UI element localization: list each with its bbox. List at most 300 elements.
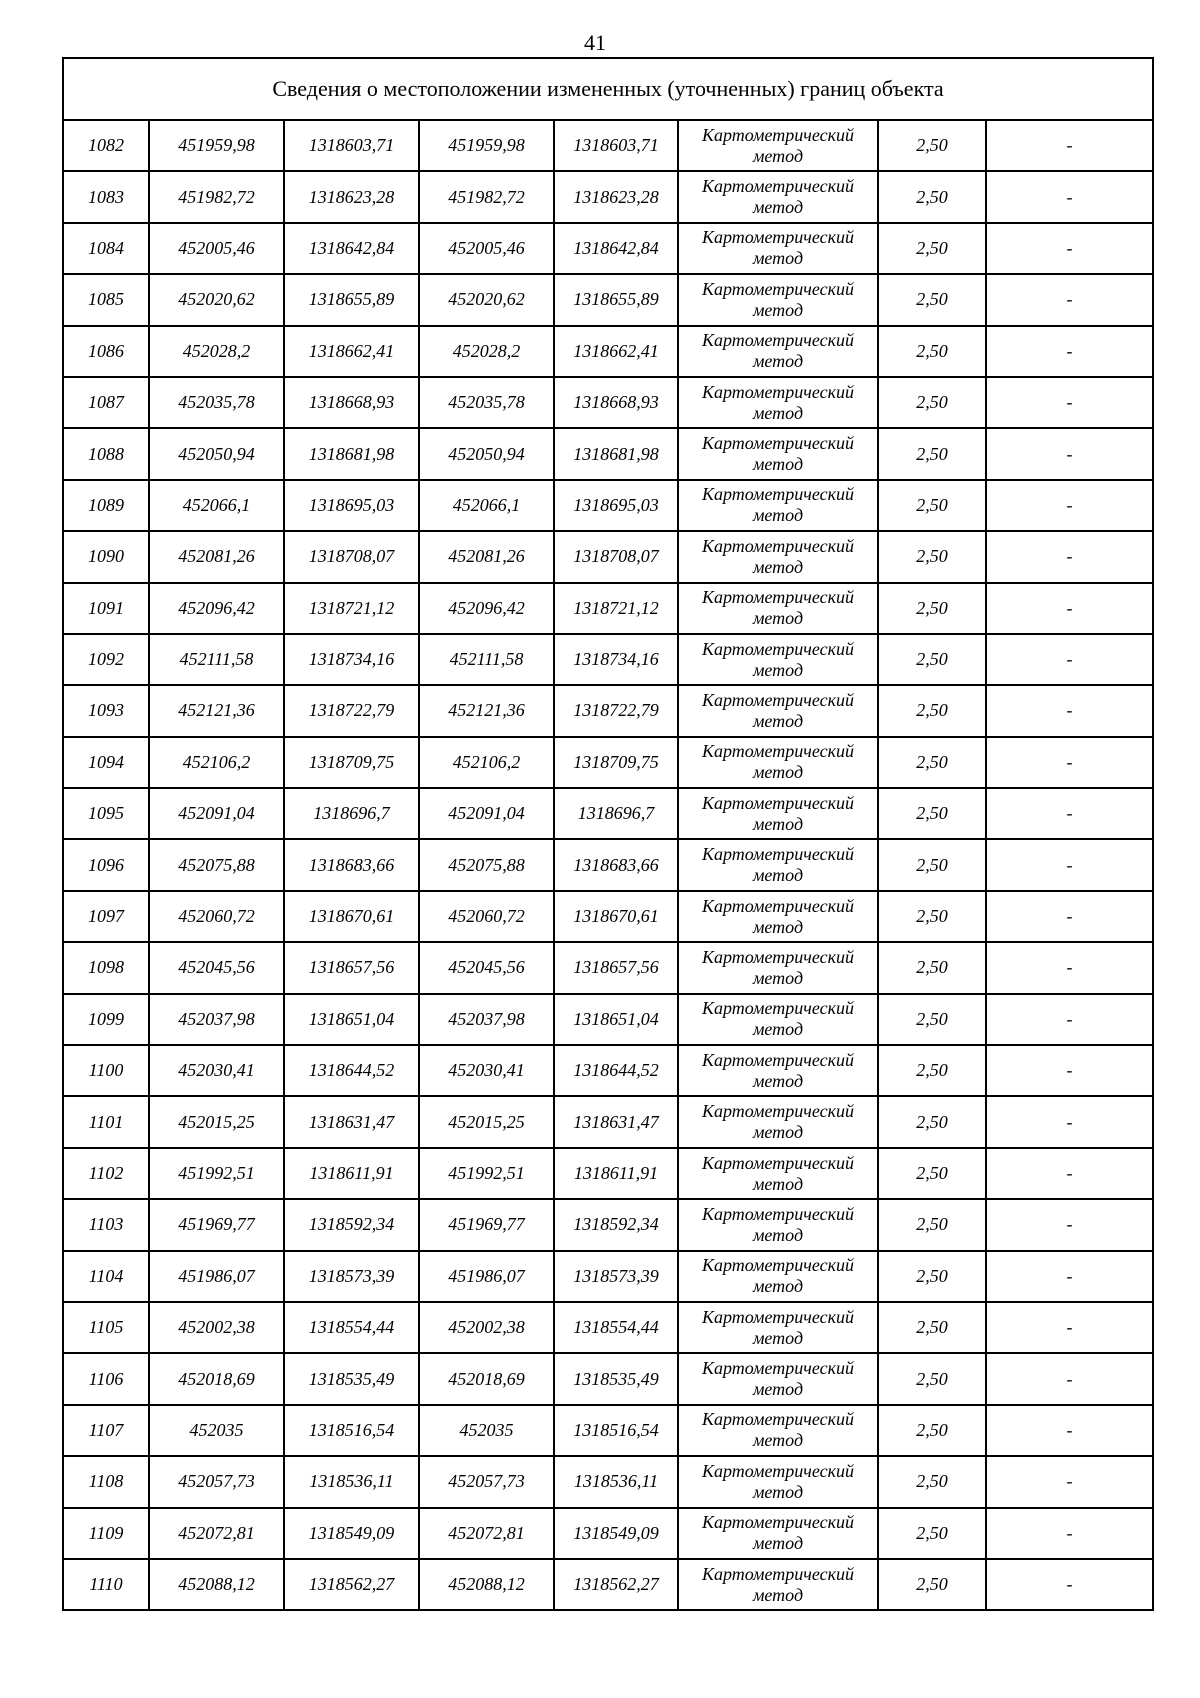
accuracy-cell: 2,50: [878, 171, 986, 222]
method-line-1: Картометрический: [701, 998, 854, 1019]
existing-y-cell: 1318623,28: [284, 171, 419, 222]
refined-y-cell: 1318623,28: [554, 171, 678, 222]
method-cell: [678, 634, 878, 685]
method-line-2: метод: [752, 762, 804, 783]
method-line-2: метод: [752, 1481, 804, 1502]
existing-x-cell: 452075,88: [149, 839, 284, 890]
existing-x-cell: 452035: [149, 1405, 284, 1456]
existing-x-cell: 452060,72: [149, 891, 284, 942]
refined-x-cell: 452018,69: [419, 1353, 554, 1404]
existing-y-cell: 1318709,75: [284, 737, 419, 788]
refined-x-cell: 452111,58: [419, 634, 554, 685]
existing-x-cell: 452121,36: [149, 685, 284, 736]
method-cell: [678, 531, 878, 582]
accuracy-cell: 2,50: [878, 839, 986, 890]
table-row: [63, 685, 1153, 736]
note-cell: -: [986, 120, 1153, 171]
method-cell: [678, 1456, 878, 1507]
table-row: [63, 737, 1153, 788]
method-cell: [678, 942, 878, 993]
table-row: [63, 326, 1153, 377]
method-line-2: метод: [752, 659, 804, 680]
refined-x-cell: 452121,36: [419, 685, 554, 736]
method-line-2: метод: [752, 608, 804, 629]
existing-y-cell: 1318644,52: [284, 1045, 419, 1096]
method-line-2: метод: [752, 1070, 804, 1091]
method-line-1: Картометрический: [701, 124, 854, 145]
point-number-cell: 1094: [63, 737, 149, 788]
method-line-2: метод: [752, 1224, 804, 1245]
point-number-cell: 1101: [63, 1096, 149, 1147]
refined-x-cell: 452002,38: [419, 1302, 554, 1353]
method-cell: [678, 737, 878, 788]
refined-y-cell: 1318516,54: [554, 1405, 678, 1456]
refined-x-cell: 452072,81: [419, 1508, 554, 1559]
point-number-cell: 1102: [63, 1148, 149, 1199]
existing-x-cell: 452037,98: [149, 994, 284, 1045]
point-number-cell: 1090: [63, 531, 149, 582]
note-cell: -: [986, 171, 1153, 222]
note-cell: -: [986, 1405, 1153, 1456]
refined-x-cell: 452060,72: [419, 891, 554, 942]
point-number-cell: 1107: [63, 1405, 149, 1456]
refined-y-cell: 1318683,66: [554, 839, 678, 890]
table-row: [63, 274, 1153, 325]
note-cell: -: [986, 326, 1153, 377]
refined-y-cell: 1318670,61: [554, 891, 678, 942]
note-cell: -: [986, 634, 1153, 685]
accuracy-cell: 2,50: [878, 1302, 986, 1353]
note-cell: -: [986, 1508, 1153, 1559]
method-cell: [678, 1148, 878, 1199]
refined-y-cell: 1318592,34: [554, 1199, 678, 1250]
refined-y-cell: 1318535,49: [554, 1353, 678, 1404]
table-row: [63, 1353, 1153, 1404]
existing-x-cell: 452035,78: [149, 377, 284, 428]
point-number-cell: 1098: [63, 942, 149, 993]
note-cell: -: [986, 1251, 1153, 1302]
method-line-1: Картометрический: [701, 587, 854, 608]
refined-y-cell: 1318696,7: [554, 788, 678, 839]
refined-x-cell: 452028,2: [419, 326, 554, 377]
note-cell: -: [986, 1302, 1153, 1353]
point-number-cell: 1104: [63, 1251, 149, 1302]
point-number-cell: 1087: [63, 377, 149, 428]
table-body: [63, 120, 1153, 1610]
accuracy-cell: 2,50: [878, 1148, 986, 1199]
method-cell: [678, 171, 878, 222]
method-cell: [678, 1353, 878, 1404]
refined-x-cell: 452030,41: [419, 1045, 554, 1096]
method-cell: [678, 1199, 878, 1250]
method-line-1: Картометрический: [701, 895, 854, 916]
point-number-cell: 1106: [63, 1353, 149, 1404]
existing-x-cell: 452057,73: [149, 1456, 284, 1507]
method-line-2: метод: [752, 1122, 804, 1143]
method-line-2: метод: [752, 967, 804, 988]
method-line-2: метод: [752, 1584, 804, 1605]
existing-x-cell: 452005,46: [149, 223, 284, 274]
refined-y-cell: 1318573,39: [554, 1251, 678, 1302]
method-line-2: метод: [752, 248, 804, 269]
method-line-1: Картометрический: [701, 638, 854, 659]
refined-x-cell: 451992,51: [419, 1148, 554, 1199]
table-row: [63, 1251, 1153, 1302]
point-number-cell: 1097: [63, 891, 149, 942]
method-line-1: Картометрический: [701, 1049, 854, 1070]
existing-y-cell: 1318631,47: [284, 1096, 419, 1147]
existing-y-cell: 1318611,91: [284, 1148, 419, 1199]
refined-x-cell: 452037,98: [419, 994, 554, 1045]
method-line-2: метод: [752, 197, 804, 218]
refined-y-cell: 1318549,09: [554, 1508, 678, 1559]
boundary-coordinates-table: [62, 57, 1154, 1611]
method-line-2: метод: [752, 402, 804, 423]
note-cell: -: [986, 377, 1153, 428]
existing-x-cell: 452096,42: [149, 583, 284, 634]
method-cell: [678, 788, 878, 839]
method-cell: [678, 1559, 878, 1610]
accuracy-cell: 2,50: [878, 120, 986, 171]
method-cell: [678, 480, 878, 531]
refined-x-cell: 452015,25: [419, 1096, 554, 1147]
refined-x-cell: 452057,73: [419, 1456, 554, 1507]
method-line-2: метод: [752, 556, 804, 577]
existing-x-cell: 452072,81: [149, 1508, 284, 1559]
refined-x-cell: 452035: [419, 1405, 554, 1456]
existing-x-cell: 452015,25: [149, 1096, 284, 1147]
existing-x-cell: 452106,2: [149, 737, 284, 788]
note-cell: -: [986, 891, 1153, 942]
existing-x-cell: 452030,41: [149, 1045, 284, 1096]
method-line-2: метод: [752, 1276, 804, 1297]
method-cell: [678, 891, 878, 942]
refined-y-cell: 1318562,27: [554, 1559, 678, 1610]
table-row: [63, 1148, 1153, 1199]
note-cell: -: [986, 1096, 1153, 1147]
existing-x-cell: 452045,56: [149, 942, 284, 993]
table-row: [63, 428, 1153, 479]
table-row: [63, 223, 1153, 274]
method-line-1: Картометрический: [701, 484, 854, 505]
table-caption: Сведения о местоположении измененных (уточненных) границ объекта: [63, 58, 1153, 120]
note-cell: -: [986, 583, 1153, 634]
refined-x-cell: 452075,88: [419, 839, 554, 890]
point-number-cell: 1105: [63, 1302, 149, 1353]
method-line-1: Картометрический: [701, 330, 854, 351]
refined-x-cell: 451982,72: [419, 171, 554, 222]
method-line-1: Картометрический: [701, 1152, 854, 1173]
refined-y-cell: 1318554,44: [554, 1302, 678, 1353]
note-cell: -: [986, 685, 1153, 736]
accuracy-cell: 2,50: [878, 1559, 986, 1610]
point-number-cell: 1103: [63, 1199, 149, 1250]
refined-y-cell: 1318631,47: [554, 1096, 678, 1147]
existing-y-cell: 1318655,89: [284, 274, 419, 325]
note-cell: -: [986, 1199, 1153, 1250]
accuracy-cell: 2,50: [878, 994, 986, 1045]
refined-y-cell: 1318721,12: [554, 583, 678, 634]
method-line-1: Картометрический: [701, 1101, 854, 1122]
refined-x-cell: 451969,77: [419, 1199, 554, 1250]
point-number-cell: 1110: [63, 1559, 149, 1610]
refined-y-cell: 1318662,41: [554, 326, 678, 377]
existing-x-cell: 451982,72: [149, 171, 284, 222]
table-row: [63, 377, 1153, 428]
note-cell: -: [986, 531, 1153, 582]
existing-y-cell: 1318696,7: [284, 788, 419, 839]
method-line-2: метод: [752, 1327, 804, 1348]
page-number: 41: [584, 30, 606, 55]
existing-x-cell: 451959,98: [149, 120, 284, 171]
accuracy-cell: 2,50: [878, 1251, 986, 1302]
point-number-cell: 1100: [63, 1045, 149, 1096]
table-row: [63, 171, 1153, 222]
note-cell: -: [986, 1148, 1153, 1199]
note-cell: -: [986, 1353, 1153, 1404]
point-number-cell: 1108: [63, 1456, 149, 1507]
existing-y-cell: 1318549,09: [284, 1508, 419, 1559]
refined-x-cell: 452035,78: [419, 377, 554, 428]
refined-y-cell: 1318611,91: [554, 1148, 678, 1199]
accuracy-cell: 2,50: [878, 377, 986, 428]
existing-x-cell: 451992,51: [149, 1148, 284, 1199]
refined-x-cell: 452045,56: [419, 942, 554, 993]
existing-x-cell: 452050,94: [149, 428, 284, 479]
table-row: [63, 634, 1153, 685]
note-cell: -: [986, 839, 1153, 890]
method-line-1: Картометрический: [701, 1255, 854, 1276]
table-row: [63, 1456, 1153, 1507]
table-row: [63, 120, 1153, 171]
method-line-2: метод: [752, 299, 804, 320]
existing-y-cell: 1318603,71: [284, 120, 419, 171]
method-line-1: Картометрический: [701, 689, 854, 710]
method-line-1: Картометрический: [701, 227, 854, 248]
accuracy-cell: 2,50: [878, 531, 986, 582]
note-cell: -: [986, 994, 1153, 1045]
method-line-2: метод: [752, 505, 804, 526]
accuracy-cell: 2,50: [878, 1405, 986, 1456]
method-cell: [678, 1096, 878, 1147]
refined-y-cell: 1318655,89: [554, 274, 678, 325]
point-number-cell: 1096: [63, 839, 149, 890]
table-row: [63, 531, 1153, 582]
method-cell: [678, 1508, 878, 1559]
accuracy-cell: 2,50: [878, 1045, 986, 1096]
method-line-2: метод: [752, 145, 804, 166]
existing-y-cell: 1318592,34: [284, 1199, 419, 1250]
note-cell: -: [986, 1456, 1153, 1507]
table-row: [63, 1096, 1153, 1147]
method-cell: [678, 994, 878, 1045]
method-line-1: Картометрический: [701, 176, 854, 197]
note-cell: -: [986, 1559, 1153, 1610]
method-line-2: метод: [752, 351, 804, 372]
point-number-cell: 1093: [63, 685, 149, 736]
refined-x-cell: 452005,46: [419, 223, 554, 274]
method-line-2: метод: [752, 454, 804, 475]
accuracy-cell: 2,50: [878, 788, 986, 839]
refined-y-cell: 1318734,16: [554, 634, 678, 685]
note-cell: -: [986, 942, 1153, 993]
method-line-1: Картометрический: [701, 535, 854, 556]
existing-y-cell: 1318670,61: [284, 891, 419, 942]
accuracy-cell: 2,50: [878, 326, 986, 377]
method-line-1: Картометрический: [701, 381, 854, 402]
accuracy-cell: 2,50: [878, 685, 986, 736]
existing-y-cell: 1318554,44: [284, 1302, 419, 1353]
accuracy-cell: 2,50: [878, 1096, 986, 1147]
refined-y-cell: 1318708,07: [554, 531, 678, 582]
method-cell: [678, 1251, 878, 1302]
refined-y-cell: 1318668,93: [554, 377, 678, 428]
refined-x-cell: 452096,42: [419, 583, 554, 634]
table-row: [63, 994, 1153, 1045]
existing-x-cell: 452066,1: [149, 480, 284, 531]
refined-y-cell: 1318695,03: [554, 480, 678, 531]
table-row: [63, 1559, 1153, 1610]
existing-y-cell: 1318651,04: [284, 994, 419, 1045]
method-line-2: метод: [752, 813, 804, 834]
note-cell: -: [986, 428, 1153, 479]
existing-x-cell: 452081,26: [149, 531, 284, 582]
method-cell: [678, 274, 878, 325]
accuracy-cell: 2,50: [878, 480, 986, 531]
refined-y-cell: 1318681,98: [554, 428, 678, 479]
point-number-cell: 1095: [63, 788, 149, 839]
note-cell: -: [986, 737, 1153, 788]
note-cell: -: [986, 274, 1153, 325]
existing-y-cell: 1318642,84: [284, 223, 419, 274]
point-number-cell: 1082: [63, 120, 149, 171]
method-line-1: Картометрический: [701, 946, 854, 967]
table-row: [63, 942, 1153, 993]
existing-x-cell: 451969,77: [149, 1199, 284, 1250]
accuracy-cell: 2,50: [878, 634, 986, 685]
point-number-cell: 1088: [63, 428, 149, 479]
accuracy-cell: 2,50: [878, 891, 986, 942]
refined-y-cell: 1318709,75: [554, 737, 678, 788]
existing-y-cell: 1318668,93: [284, 377, 419, 428]
existing-y-cell: 1318683,66: [284, 839, 419, 890]
existing-y-cell: 1318562,27: [284, 1559, 419, 1610]
refined-x-cell: 452020,62: [419, 274, 554, 325]
existing-y-cell: 1318695,03: [284, 480, 419, 531]
method-cell: [678, 1405, 878, 1456]
table-row: [63, 1045, 1153, 1096]
existing-y-cell: 1318516,54: [284, 1405, 419, 1456]
refined-y-cell: 1318657,56: [554, 942, 678, 993]
refined-x-cell: 451959,98: [419, 120, 554, 171]
table-row: [63, 1302, 1153, 1353]
note-cell: -: [986, 1045, 1153, 1096]
existing-y-cell: 1318535,49: [284, 1353, 419, 1404]
method-line-2: метод: [752, 1533, 804, 1554]
method-cell: [678, 685, 878, 736]
existing-y-cell: 1318708,07: [284, 531, 419, 582]
accuracy-cell: 2,50: [878, 1456, 986, 1507]
method-line-1: Картометрический: [701, 1203, 854, 1224]
accuracy-cell: 2,50: [878, 942, 986, 993]
method-line-2: метод: [752, 1019, 804, 1040]
existing-x-cell: 452028,2: [149, 326, 284, 377]
method-cell: [678, 428, 878, 479]
refined-x-cell: 452081,26: [419, 531, 554, 582]
point-number-cell: 1109: [63, 1508, 149, 1559]
point-number-cell: 1091: [63, 583, 149, 634]
accuracy-cell: 2,50: [878, 274, 986, 325]
existing-y-cell: 1318722,79: [284, 685, 419, 736]
existing-x-cell: 451986,07: [149, 1251, 284, 1302]
refined-y-cell: 1318536,11: [554, 1456, 678, 1507]
existing-x-cell: 452018,69: [149, 1353, 284, 1404]
method-line-1: Картометрический: [701, 741, 854, 762]
point-number-cell: 1086: [63, 326, 149, 377]
refined-y-cell: 1318722,79: [554, 685, 678, 736]
method-line-2: метод: [752, 916, 804, 937]
refined-x-cell: 452088,12: [419, 1559, 554, 1610]
refined-y-cell: 1318642,84: [554, 223, 678, 274]
method-line-1: Картометрический: [701, 792, 854, 813]
refined-x-cell: 452106,2: [419, 737, 554, 788]
method-cell: [678, 377, 878, 428]
accuracy-cell: 2,50: [878, 223, 986, 274]
method-line-1: Картометрический: [701, 1409, 854, 1430]
refined-y-cell: 1318644,52: [554, 1045, 678, 1096]
method-line-1: Картометрический: [701, 278, 854, 299]
method-line-1: Картометрический: [701, 433, 854, 454]
accuracy-cell: 2,50: [878, 583, 986, 634]
refined-y-cell: 1318651,04: [554, 994, 678, 1045]
point-number-cell: 1085: [63, 274, 149, 325]
method-cell: [678, 583, 878, 634]
refined-x-cell: 451986,07: [419, 1251, 554, 1302]
table-row: [63, 788, 1153, 839]
accuracy-cell: 2,50: [878, 1508, 986, 1559]
note-cell: -: [986, 788, 1153, 839]
table-row: [63, 583, 1153, 634]
existing-y-cell: 1318657,56: [284, 942, 419, 993]
method-cell: [678, 839, 878, 890]
method-cell: [678, 1045, 878, 1096]
existing-x-cell: 452002,38: [149, 1302, 284, 1353]
table-row: [63, 1508, 1153, 1559]
table-row: [63, 1405, 1153, 1456]
existing-y-cell: 1318681,98: [284, 428, 419, 479]
refined-x-cell: 452066,1: [419, 480, 554, 531]
point-number-cell: 1089: [63, 480, 149, 531]
point-number-cell: 1099: [63, 994, 149, 1045]
note-cell: -: [986, 223, 1153, 274]
refined-x-cell: 452050,94: [419, 428, 554, 479]
method-cell: [678, 120, 878, 171]
method-line-1: Картометрический: [701, 1358, 854, 1379]
existing-y-cell: 1318536,11: [284, 1456, 419, 1507]
existing-x-cell: 452091,04: [149, 788, 284, 839]
method-cell: [678, 326, 878, 377]
method-line-2: метод: [752, 1430, 804, 1451]
method-line-2: метод: [752, 1173, 804, 1194]
method-line-2: метод: [752, 865, 804, 886]
note-cell: -: [986, 480, 1153, 531]
method-line-1: Картометрический: [701, 844, 854, 865]
existing-x-cell: 452088,12: [149, 1559, 284, 1610]
accuracy-cell: 2,50: [878, 1199, 986, 1250]
accuracy-cell: 2,50: [878, 428, 986, 479]
existing-y-cell: 1318734,16: [284, 634, 419, 685]
accuracy-cell: 2,50: [878, 737, 986, 788]
